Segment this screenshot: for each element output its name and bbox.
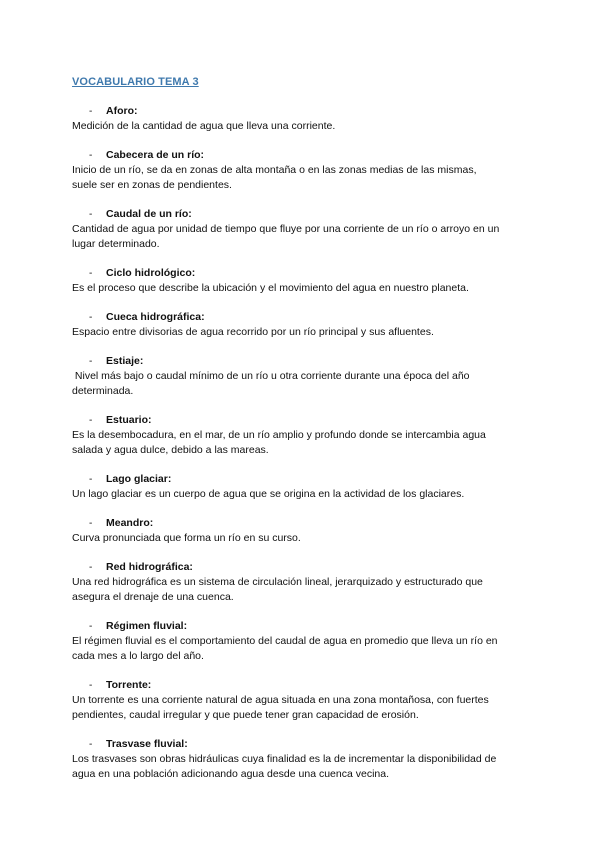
definition-red-hidrografica: Una red hidrográfica es un sistema de circulación lineal, jerarquizado y estructurado que asegura el drenaje de una cuenca.	[72, 576, 483, 603]
term-meandro: Meandro:	[106, 517, 154, 529]
bullet-dash: -	[89, 739, 93, 750]
definition-cueca-hidrografica: Espacio entre divisorias de agua recorrido por un río principal y sus afluentes.	[72, 326, 434, 338]
term-line	[72, 266, 542, 281]
term-aforo: Aforo:	[106, 105, 138, 117]
definition-torrente: Un torrente es una corriente natural de agua situada en una zona montañosa, con fuertes pendientes, caudal irregular y que puede tener gran capacidad de erosión.	[72, 694, 489, 721]
document-title: VOCABULARIO TEMA 3	[72, 76, 199, 88]
term-line	[72, 560, 542, 575]
vocabulary-entry	[72, 148, 542, 193]
vocabulary-entry	[72, 207, 542, 252]
definition-ciclo-hidrologico: Es el proceso que describe la ubicación y el movimiento del agua en nuestro planeta.	[72, 282, 469, 294]
term-line	[72, 354, 542, 369]
term-line	[72, 472, 542, 487]
definition-regimen-fluvial: El régimen fluvial es el comportamiento del caudal de agua en promedio que lleva un río en cada mes a lo largo del año.	[72, 635, 498, 662]
bullet-dash: -	[89, 312, 93, 323]
term-lago-glaciar: Lago glaciar:	[106, 473, 172, 485]
definition-meandro: Curva pronunciada que forma un río en su curso.	[72, 532, 301, 544]
term-line	[72, 737, 542, 752]
term-line	[72, 207, 542, 222]
vocabulary-entry	[72, 266, 542, 296]
bullet-dash: -	[89, 150, 93, 161]
definition-caudal: Cantidad de agua por unidad de tiempo que fluye por una corriente de un río o arroyo en un lugar determinado.	[72, 223, 500, 250]
bullet-dash: -	[89, 415, 93, 426]
term-red-hidrografica: Red hidrográfica:	[106, 561, 193, 573]
term-cueca-hidrografica: Cueca hidrográfica:	[106, 311, 205, 323]
term-line	[72, 310, 542, 325]
bullet-dash: -	[89, 562, 93, 573]
term-cabecera: Cabecera de un río:	[106, 149, 205, 161]
vocabulary-entry	[72, 619, 542, 664]
definition-estuario: Es la desembocadura, en el mar, de un río amplio y profundo donde se intercambia agua salada y agua dulce, debido a las mareas.	[72, 429, 486, 456]
vocabulary-entry	[72, 678, 542, 723]
term-ciclo-hidrologico: Ciclo hidrológico:	[106, 267, 196, 279]
term-torrente: Torrente:	[106, 679, 152, 691]
term-estiaje: Estiaje:	[106, 355, 144, 367]
vocabulary-entry	[72, 354, 542, 399]
vocabulary-entry	[72, 560, 542, 605]
vocabulary-entry	[72, 310, 542, 340]
bullet-dash: -	[89, 680, 93, 691]
bullet-dash: -	[89, 518, 93, 529]
term-line	[72, 678, 542, 693]
bullet-dash: -	[89, 209, 93, 220]
vocabulary-entry	[72, 104, 542, 134]
definition-estiaje: Nivel más bajo o caudal mínimo de un río u otra corriente durante una época del año determinada.	[72, 370, 470, 397]
term-line	[72, 619, 542, 634]
term-regimen-fluvial: Régimen fluvial:	[106, 620, 188, 632]
term-caudal: Caudal de un río:	[106, 208, 192, 220]
vocabulary-entry	[72, 472, 542, 502]
bullet-dash: -	[89, 106, 93, 117]
vocabulary-entry	[72, 516, 542, 546]
bullet-dash: -	[89, 621, 93, 632]
term-line	[72, 104, 542, 119]
vocabulary-entry	[72, 413, 542, 458]
definition-cabecera: Inicio de un río, se da en zonas de alta montaña o en las zonas medias de las mismas, suele ser en zonas de pendientes.	[72, 164, 477, 191]
definition-lago-glaciar: Un lago glaciar es un cuerpo de agua que se origina en la actividad de los glaciares.	[72, 488, 465, 500]
term-estuario: Estuario:	[106, 414, 152, 426]
vocabulary-entry	[72, 737, 542, 782]
definition-aforo: Medición de la cantidad de agua que lleva una corriente.	[72, 120, 336, 132]
term-line	[72, 516, 542, 531]
term-line	[72, 413, 542, 428]
bullet-dash: -	[89, 474, 93, 485]
bullet-dash: -	[89, 268, 93, 279]
term-trasvase-fluvial: Trasvase fluvial:	[106, 738, 188, 750]
term-line	[72, 148, 542, 163]
bullet-dash: -	[89, 356, 93, 367]
definition-trasvase-fluvial: Los trasvases son obras hidráulicas cuya finalidad es la de incrementar la disponibilidad de agua en una población adicionando agua desde una cuenca vecina.	[72, 753, 497, 780]
